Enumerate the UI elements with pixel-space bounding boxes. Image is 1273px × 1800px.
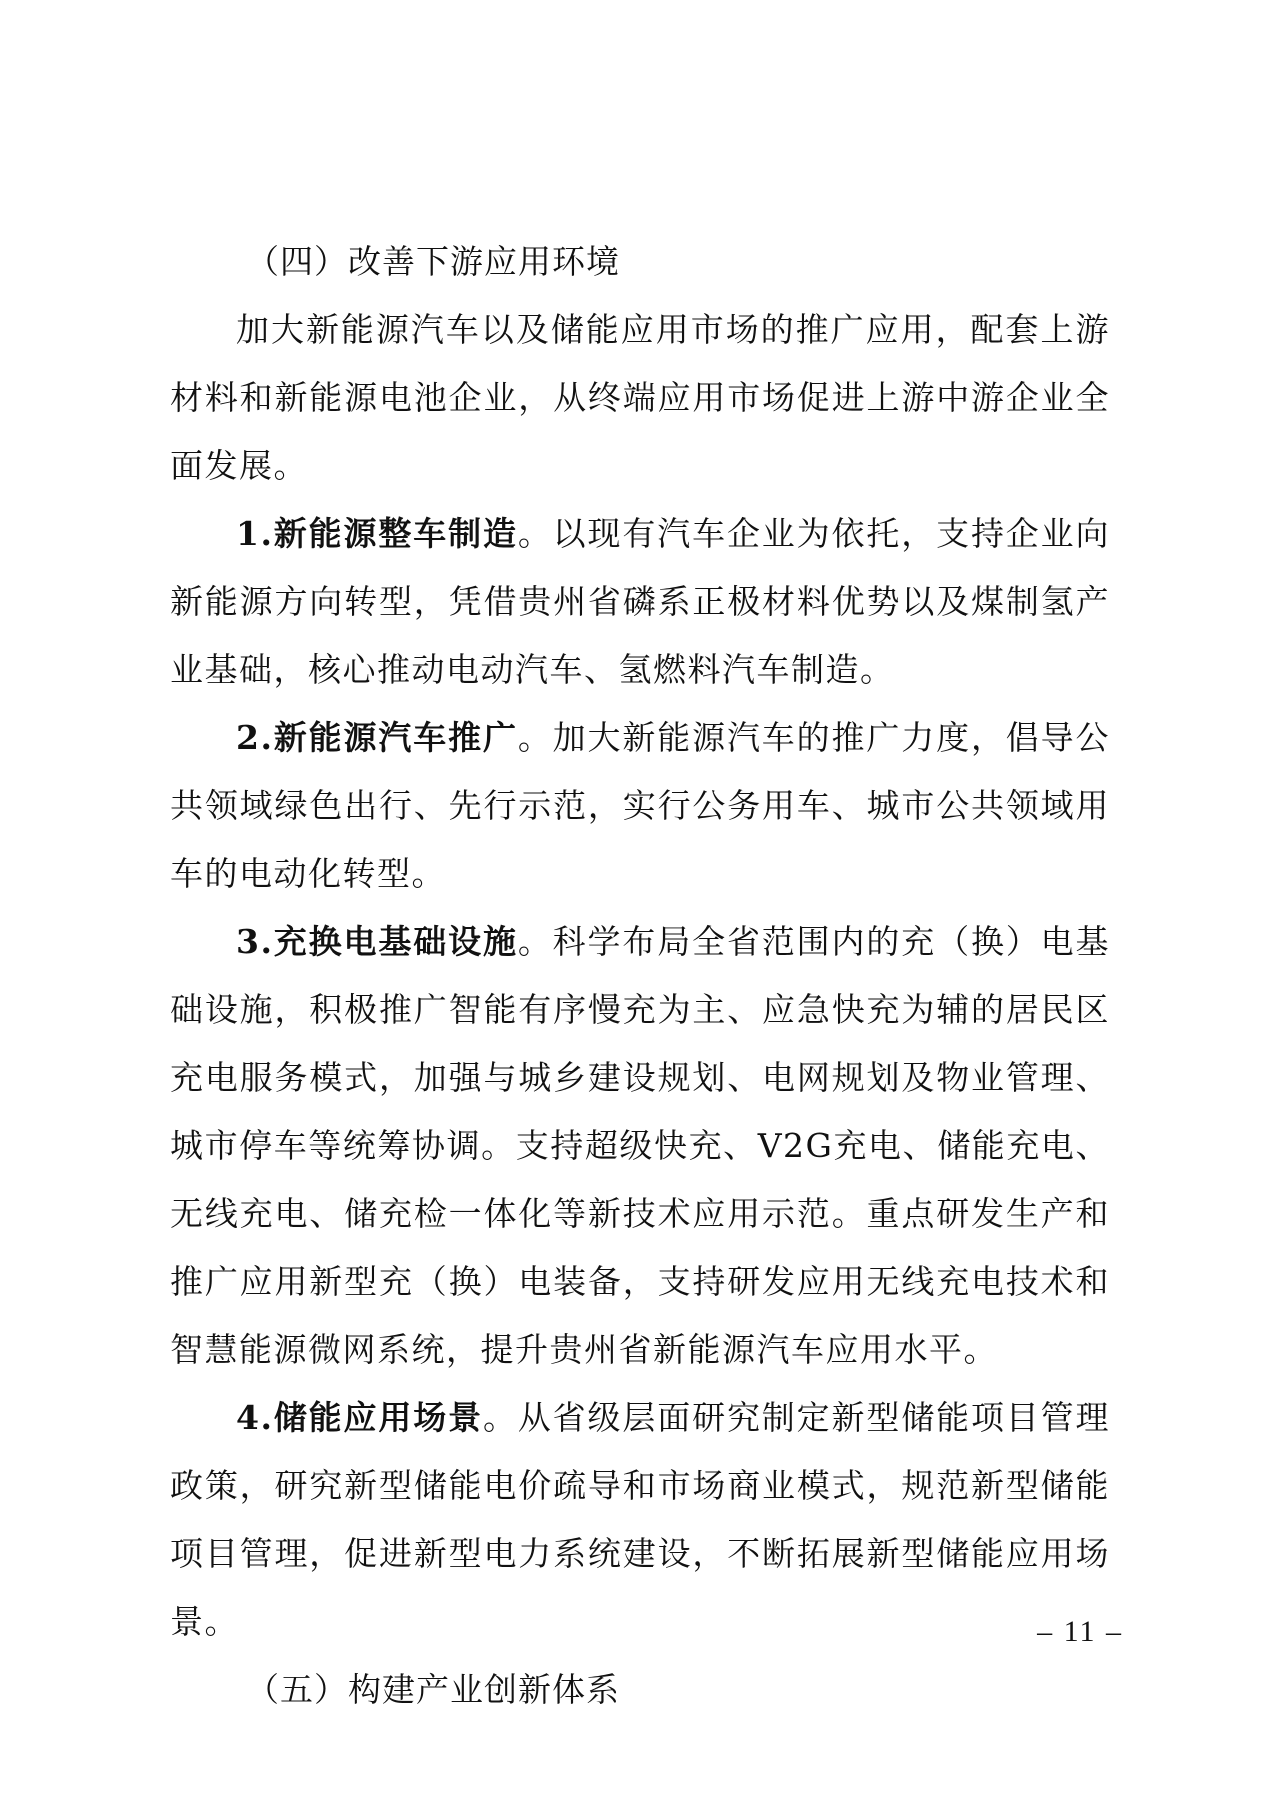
paragraph-lead: 4.储能应用场景 [236,1398,483,1437]
page-number: – 11 – [1037,1615,1123,1648]
paragraph-lead: 2.新能源汽车推广 [236,718,518,757]
paragraph-charging-infrastructure [170,908,1110,1384]
page-content [170,228,1110,1724]
paragraph-body: 。加大新能源汽车的推广力度，倡导公共领域绿色出行、先行示范，实行公务用车、城市公共领域用车的电动化转型。 [170,718,1111,893]
paragraph-energy-storage [170,1384,1110,1656]
paragraph-body: 。从省级层面研究制定新型储能项目管理政策，研究新型储能电价疏导和市场商业模式，规范新型储能项目管理，促进新型电力系统建设，不断拓展新型储能应用场景。 [170,1398,1111,1641]
paragraph-body: 。以现有汽车企业为依托，支持企业向新能源方向转型，凭借贵州省磷系正极材料优势以及煤制氢产业基础，核心推动电动汽车、氢燃料汽车制造。 [170,514,1111,689]
paragraph-body: 。科学布局全省范围内的充（换）电基础设施，积极推广智能有序慢充为主、应急快充为辅的居民区充电服务模式，加强与城乡建设规划、电网规划及物业管理、城市停车等统筹协调。支持超级快充、V2G充电、储能充电、无线充电、储充检一体化等新技术应用示范。重点研发生产和推广应用新型充（换）电装备，支持研发应用无线充电技术和智慧能源微网系统，提升贵州省新能源汽车应用水平。 [170,922,1111,1369]
section-heading-five: （五）构建产业创新体系 [246,1670,620,1709]
paragraph-lead: 1.新能源整车制造 [236,514,518,553]
section-heading-four: （四）改善下游应用环境 [246,242,620,281]
paragraph-body: 加大新能源汽车以及储能应用市场的推广应用，配套上游材料和新能源电池企业，从终端应用市场促进上游中游企业全面发展。 [170,310,1110,485]
paragraph-lead: 3.充换电基础设施 [236,922,518,961]
paragraph-vehicle-manufacturing [170,500,1110,704]
paragraph-vehicle-promotion [170,704,1110,908]
paragraph-intro [170,296,1110,500]
